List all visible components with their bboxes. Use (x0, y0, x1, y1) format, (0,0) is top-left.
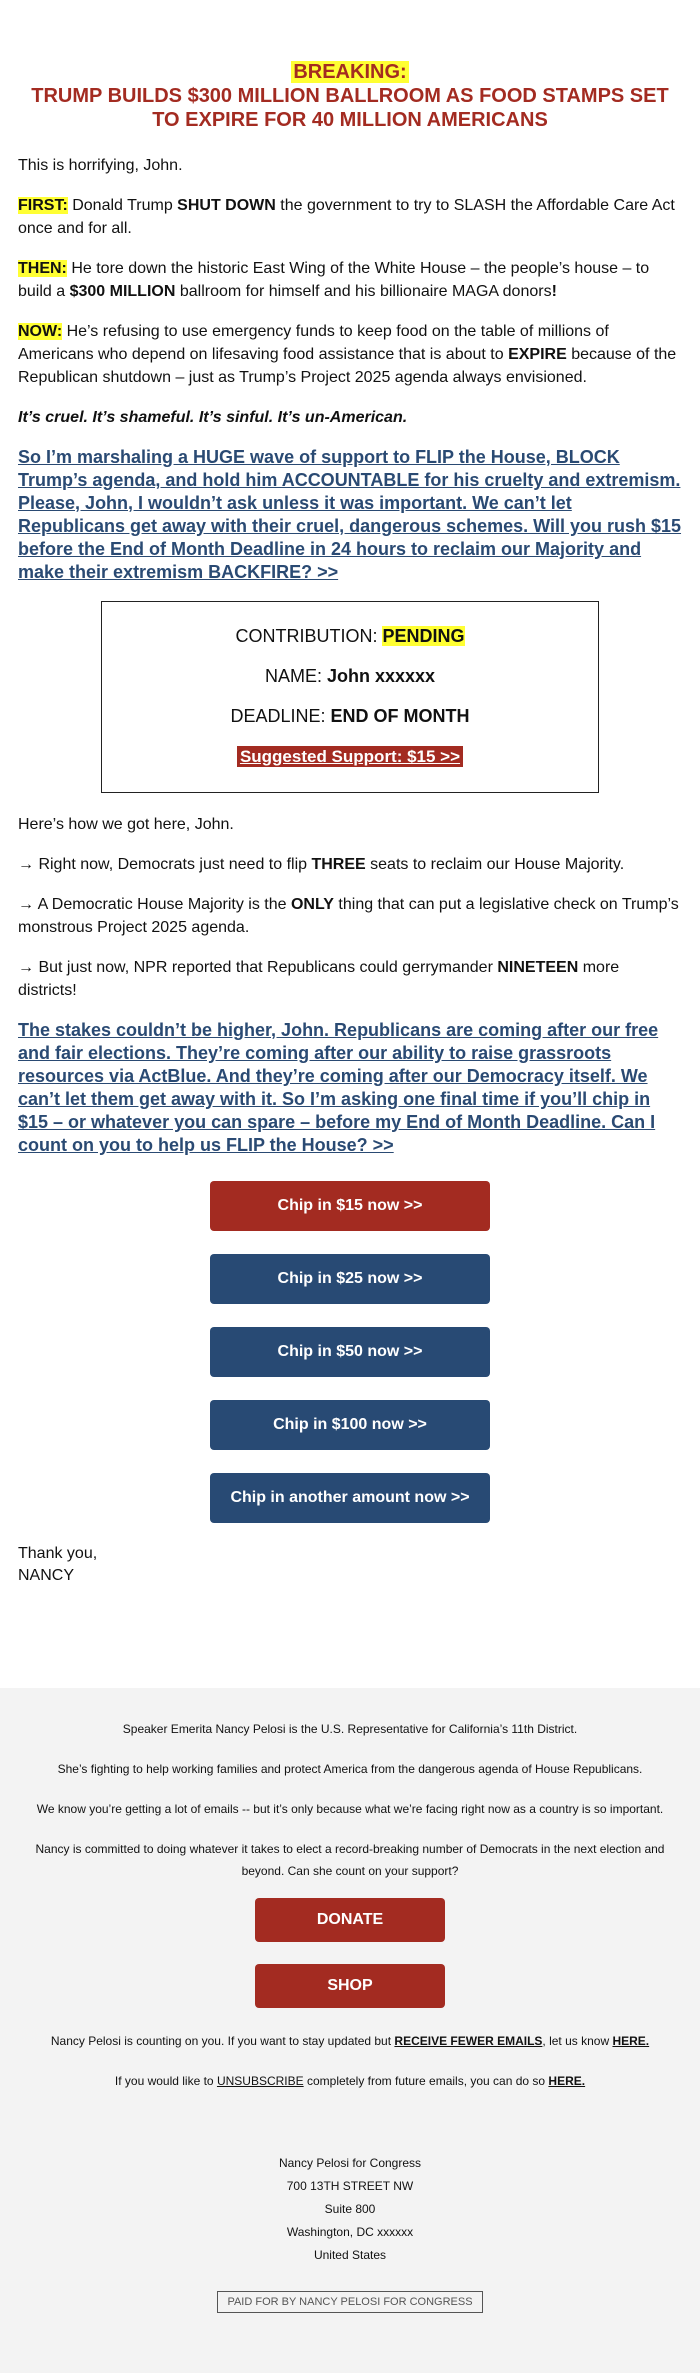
unsubscribe-link[interactable]: UNSUBSCRIBE (216, 2074, 304, 2088)
signoff-thanks: Thank you, (18, 1545, 98, 1562)
headline-title: TRUMP BUILDS $300 MILLION BALLROOM AS FOOD STAMPS SET TO EXPIRE FOR 40 MILLION AMERICANS (31, 85, 669, 131)
then-text-1: He tore down the historic East Wing of the White House – the people’s house – to build a (18, 260, 650, 300)
headline (18, 60, 682, 132)
first-bold: SHUT DOWN (177, 197, 276, 214)
fewer-emails-here-link[interactable]: HERE. (612, 2034, 650, 2048)
now-paragraph (18, 320, 682, 389)
footer-mission: She’s fighting to help working families and protect America from the dangerous agenda of House Republicans. (57, 1762, 643, 1776)
address-line: Nancy Pelosi for Congress (278, 2156, 422, 2170)
first-label: FIRST: (18, 197, 68, 214)
paid-for-disclaimer: PAID FOR BY NANCY PELOSI FOR CONGRESS (217, 2291, 482, 2313)
signoff-name: NANCY (18, 1567, 75, 1584)
name-row (102, 664, 598, 688)
arrow-point-1 (18, 853, 682, 876)
address-line: United States (313, 2248, 387, 2262)
chip-in-25-button[interactable]: Chip in $25 now >> (210, 1254, 490, 1304)
suggested-row (102, 744, 598, 768)
name-label: NAME: (264, 666, 327, 686)
footer (0, 1688, 700, 2373)
first-paragraph (18, 194, 682, 240)
contribution-box (101, 601, 599, 793)
receive-fewer-emails-link[interactable]: RECEIVE FEWER EMAILS (394, 2034, 543, 2048)
then-bold-2: ! (551, 283, 557, 300)
mailing-address (0, 2152, 700, 2267)
fewer-text-1: Nancy Pelosi is counting on you. If you want to stay updated but (50, 2034, 395, 2048)
signoff (18, 1543, 682, 1587)
shop-button[interactable]: SHOP (255, 1964, 445, 2008)
address-line: Suite 800 (324, 2202, 376, 2216)
how-text: Here’s how we got here, John. (18, 816, 234, 833)
address-line: Washington, DC xxxxxx (286, 2225, 414, 2239)
arrow3-text-2: more districts! (18, 959, 620, 999)
fewer-emails-text (0, 2030, 700, 2052)
then-text-2: ballroom for himself and his billionaire MAGA donors (175, 283, 552, 300)
first-text-2: the government to try to SLASH the Affordable Care Act once and for all. (18, 197, 675, 237)
arrow3-bold: NINETEEN (497, 959, 579, 976)
chip-in-15-button[interactable]: Chip in $15 now >> (210, 1181, 490, 1231)
donate-button[interactable]: DONATE (255, 1898, 445, 1942)
then-paragraph (18, 257, 682, 303)
chip-in-other-button[interactable]: Chip in another amount now >> (210, 1473, 490, 1523)
unsubscribe-here-link[interactable]: HERE. (548, 2074, 586, 2088)
contribution-status: PENDING (382, 626, 465, 646)
arrow1-text-1: → Right now, Democrats just need to flip (18, 856, 312, 873)
footer-commitment: Nancy is committed to doing whatever it takes to elect a record-breaking number of Democrats in the next election and beyond. Can she count on your support? (35, 1842, 665, 1878)
then-label: THEN: (18, 260, 67, 277)
unsubscribe-text (0, 2070, 700, 2092)
address-line: 700 13TH STREET NW (286, 2179, 414, 2193)
now-text-2: because of the Republican shutdown – just as Trump’s Project 2025 agenda always envisioned. (18, 346, 677, 386)
arrow-point-3 (18, 956, 682, 1002)
arrow1-bold: THREE (311, 856, 366, 873)
donate-link-1[interactable]: So I’m marshaling a HUGE wave of support to FLIP the House, BLOCK Trump’s agenda, and hold him ACCOUNTABLE for his cruelty and extremism. Please, John, I wouldn’t ask unless it was important. We can’t let Republicans get away with their cruel, dangerous schemes. Will you rush $15 before the End of Month Deadline in 24 hours to reclaim our Majority and make their extremism BACKFIRE? >> (18, 447, 682, 582)
contribution-label: CONTRIBUTION: (235, 626, 383, 646)
unsub-text-2: completely from future emails, you can do so (303, 2074, 549, 2088)
contribution-row (102, 624, 598, 648)
then-bold: $300 MILLION (69, 283, 176, 300)
suggested-support-link[interactable]: Suggested Support: $15 >> (237, 746, 463, 767)
chip-in-100-button[interactable]: Chip in $100 now >> (210, 1400, 490, 1450)
first-text-1: Donald Trump (67, 197, 178, 214)
fewer-text-2: , let us know (542, 2034, 613, 2048)
arrow-point-2 (18, 893, 682, 939)
name-value: John xxxxxx (326, 666, 436, 686)
chip-in-50-button[interactable]: Chip in $50 now >> (210, 1327, 490, 1377)
intro-text: This is horrifying, John. (18, 157, 183, 174)
footer-about: Speaker Emerita Nancy Pelosi is the U.S. Representative for California’s 11th District. (122, 1722, 578, 1736)
donate-link-2[interactable]: The stakes couldn’t be higher, John. Republicans are coming after our free and fair elections. They’re coming after our ability to raise grassroots resources via ActBlue. And they’re coming after our Democracy itself. We can’t let them get away with it. So I’m asking one final time if you’ll chip in $15 – or whatever you can spare – before my End of Month Deadline. Can I count on you to help us FLIP the House? >> (18, 1020, 659, 1155)
deadline-row (102, 704, 598, 728)
arrow2-bold: ONLY (290, 896, 334, 913)
now-bold: EXPIRE (508, 346, 567, 363)
footer-emails-note: We know you’re getting a lot of emails -- but it’s only because what we’re facing right now as a country is so important. (36, 1802, 664, 1816)
deadline-label: DEADLINE: (230, 706, 331, 726)
cruel-statement: It’s cruel. It’s shameful. It’s sinful. It’s un-American. (18, 409, 408, 426)
now-text-1: He’s refusing to use emergency funds to keep food on the table of millions of Americans who depend on lifesaving food assistance that is about to (18, 323, 609, 363)
arrow1-text-2: seats to reclaim our House Majority. (365, 856, 625, 873)
deadline-value: END OF MONTH (330, 706, 470, 726)
unsub-text-1: If you would like to (114, 2074, 217, 2088)
arrow3-text-1: → But just now, NPR reported that Republicans could gerrymander (18, 959, 498, 976)
now-label: NOW: (18, 323, 63, 340)
breaking-label: BREAKING: (293, 61, 407, 83)
arrow2-text-1: → A Democratic House Majority is the (18, 896, 291, 913)
arrow2-text-2: thing that can put a legislative check on Trump’s monstrous Project 2025 agenda. (18, 896, 679, 936)
